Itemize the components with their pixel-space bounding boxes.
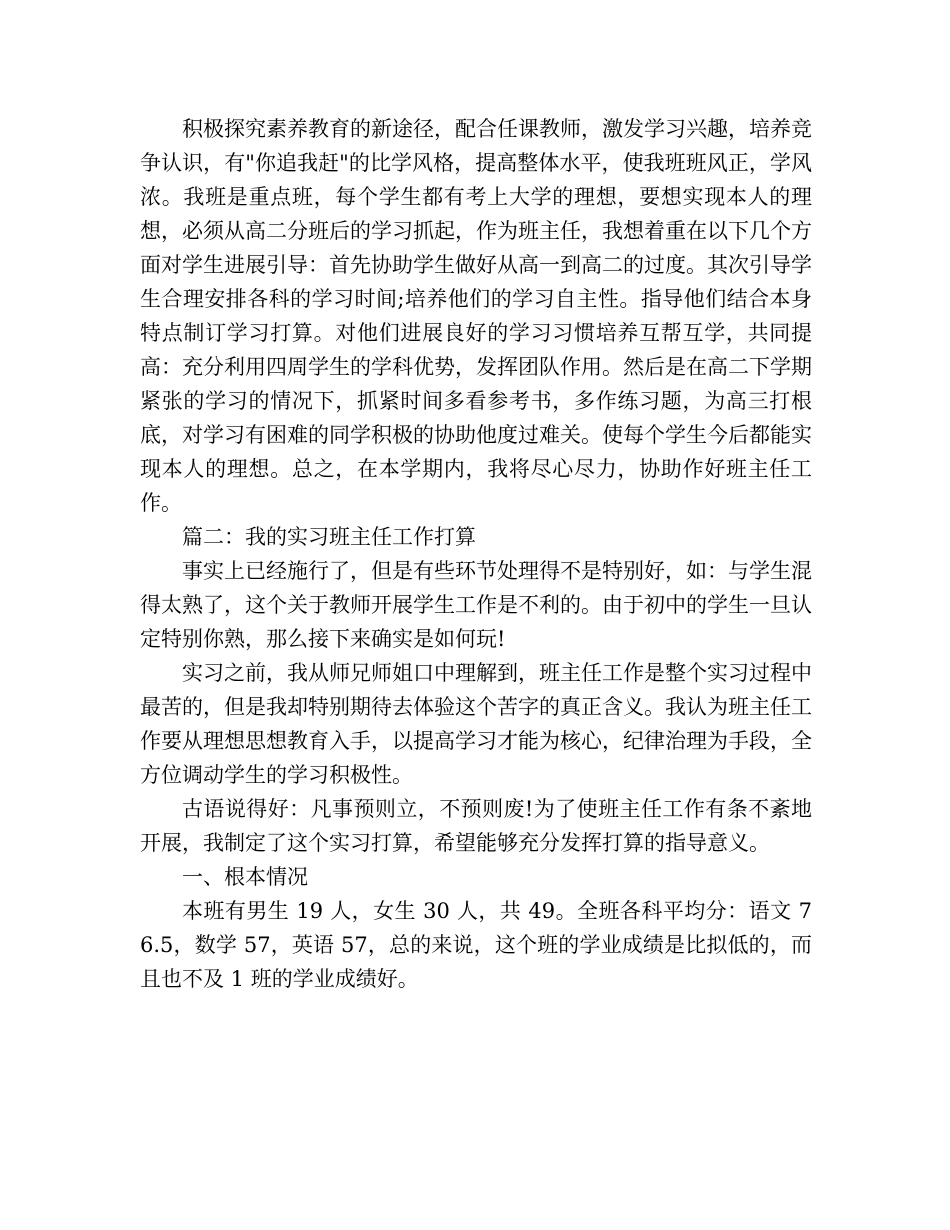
paragraph-class-goals: 积极探究素养教育的新途径，配合任课教师，激发学习兴趣，培养竞争认识，有"你追我赶"的比学风格，提高整体水平，使我班班风正，学风浓。我班是重点班，每个学生都有考上大学的理想，要想实现本人的理想，必须从高二分班后的学习抓起，作为班主任，我想着重在以下几个方面对学生进展引导：首先协助学生做好从高一到高二的过度。其次引导学生合理安排各科的学习时间;培养他们的学习自主性。指导他们结合本身特点制订学习打算。对他们进展良好的学习习惯培养互帮互学，共同提高：充分利用四周学生的学科优势，发挥团队作用。然后是在高二下学期紧张的学习的情况下，抓紧时间多看参考书，多作练习题，为高三打根底，对学习有困难的同学积极的协助他度过难关。使每个学生今后都能实现本人的理想。总之，在本学期内，我将尽心尽力，协助作好班主任工作。	[140, 117, 812, 515]
document-body	[140, 112, 812, 996]
section-heading-part-two: 篇二：我的实习班主任工作打算	[182, 525, 476, 549]
paragraph-proverb: 古语说得好：凡事预则立，不预则废!为了使班主任工作有条不紊地开展，我制定了这个实习打算，希望能够充分发挥打算的指导意义。	[140, 797, 812, 855]
paragraph-class-statistics: 本班有男生 19 人，女生 30 人，共 49。全班各科平均分：语文 76.5，数学 57，英语 57，总的来说，这个班的学业成绩是比拟低的，而且也不及 1 班的学业成绩好。	[140, 899, 812, 991]
paragraph-practice-reflection: 事实上已经施行了，但是有些环节处理得不是特别好，如：与学生混得太熟了，这个关于教师开展学生工作是不利的。由于初中的学生一旦认定特别你熟，那么接下来确实是如何玩!	[140, 559, 812, 651]
section-heading-basic-situation: 一、根本情况	[182, 865, 308, 889]
paragraph-before-internship: 实习之前，我从师兄师姐口中理解到，班主任工作是整个实习过程中最苦的，但是我却特别期待去体验这个苦字的真正含义。我认为班主任工作要从理想思想教育入手，以提高学习才能为核心，纪律治理为手段，全方位调动学生的学习积极性。	[140, 661, 812, 787]
